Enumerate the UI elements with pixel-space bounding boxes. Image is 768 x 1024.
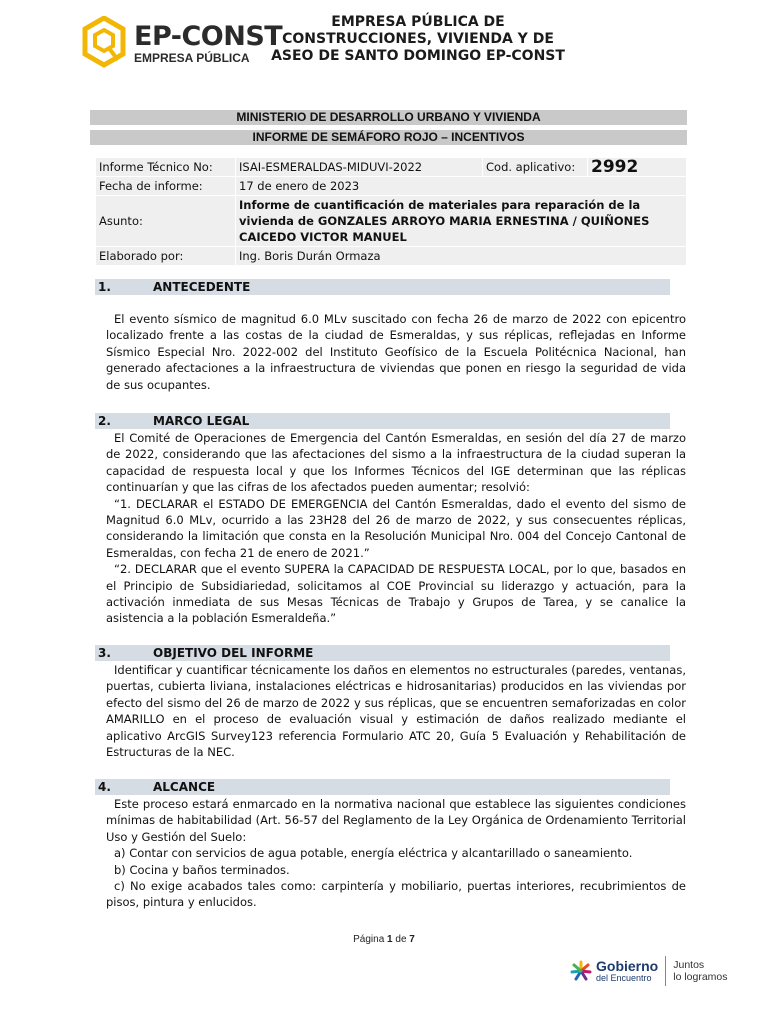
page-current: 1 xyxy=(387,934,393,945)
antecedente-body xyxy=(106,311,686,393)
org-title-line1: EMPRESA PÚBLICA DE xyxy=(331,14,505,30)
section-title: OBJETIVO DEL INFORME xyxy=(153,646,314,660)
report-info-table xyxy=(95,157,687,266)
alcance-item-c: c) No exige acabados tales como: carpintería y mobiliario, puertas interiores, recubrimientos de pisos, pintura y enlucidos. xyxy=(106,879,686,910)
objetivo-paragraph: Identificar y cuantificar técnicamente los daños en elementos no estructurales (paredes, ventanas, puertas, cubierta liviana, instalaciones eléctricas e hidrosanitarias) producidos en las viviendas por efecto del sismo del 26 de marzo de 2022 y sus réplicas, que se encuentren semaforizadas en color AMARILLO en el proceso de evaluación visual y estimación de daños realizado mediante el aplicativo ArcGIS Survey123 referencia Formulario ATC 20, Guía 5 Evaluación y Rehabilitación de Estructuras de la NEC. xyxy=(106,663,686,760)
tech-report-label: Informe Técnico No: xyxy=(96,158,236,177)
info-row-date xyxy=(96,177,687,196)
footer-divider xyxy=(665,956,666,986)
gobierno-name: Gobierno xyxy=(596,958,659,974)
section-heading-marco-legal xyxy=(95,413,670,429)
info-row-report-no xyxy=(96,158,687,177)
organization-title xyxy=(262,14,574,65)
author-value: Ing. Boris Durán Ormaza xyxy=(236,247,687,266)
section-number: 2. xyxy=(98,414,111,428)
app-code-label: Cod. aplicativo: xyxy=(483,158,588,177)
tech-report-value: ISAI-ESMERALDAS-MIDUVI-2022 xyxy=(236,158,483,177)
alcance-item-a: a) Contar con servicios de agua potable, energía eléctrica y alcantarillado o saneamiento. xyxy=(114,846,633,861)
slogan-line2: lo logramos xyxy=(673,971,728,983)
app-code-value: 2992 xyxy=(588,158,687,177)
marco-legal-paragraph-3: “2. DECLARAR que el evento SUPERA la CAPACIDAD DE RESPUESTA LOCAL, por lo que, basados en el Principio de Subsidiariedad, solicitamos al COE Provincial su liderazgo y actuación, para la activación inmediata de sus Mesas Técnicas de Trabajo y Grupos de Tarea, y se canalice la asistencia a la población Esmeraldeña.” xyxy=(106,562,686,626)
page-number xyxy=(0,934,768,945)
org-title-line3b: EP-CONST xyxy=(486,48,565,64)
section-heading-alcance xyxy=(95,779,670,795)
alcance-body xyxy=(106,796,686,911)
marco-legal-paragraph-2: “1. DECLARAR el ESTADO DE EMERGENCIA del Cantón Esmeraldas, dado el evento del sismo de Magnitud 6.0 MLv, ocurrido a las 23H28 del 26 de marzo de 2022, y sus consecuentes réplicas, considerando la limitación que consta en la Resolución Municipal Nro. 004 del Concejo Cantonal de Esmeraldas, con fecha 21 de enero de 2021.” xyxy=(106,496,686,560)
section-number: 4. xyxy=(98,780,111,794)
info-row-subject xyxy=(96,196,687,247)
gobierno-star-icon xyxy=(570,960,592,982)
report-type-banner: INFORME DE SEMÁFORO ROJO – INCENTIVOS xyxy=(90,130,687,145)
page-total: 7 xyxy=(409,934,415,945)
page-label: Página xyxy=(353,934,388,945)
section-title: ANTECEDENTE xyxy=(153,280,251,294)
slogan-line1: Juntos xyxy=(673,959,705,971)
section-heading-objetivo xyxy=(95,645,670,661)
ep-const-logo-icon xyxy=(82,16,126,72)
section-title: MARCO LEGAL xyxy=(153,414,250,428)
section-heading-antecedente xyxy=(95,279,670,295)
info-row-author xyxy=(96,247,687,266)
org-title-line2: CONSTRUCCIONES, VIVIENDA Y DE xyxy=(282,31,554,47)
ministry-banner: MINISTERIO DE DESARROLLO URBANO Y VIVIENDA xyxy=(90,110,687,125)
page-of: de xyxy=(392,934,410,945)
marco-legal-body xyxy=(106,430,686,627)
org-title-line3a: ASEO DE SANTO DOMINGO xyxy=(271,48,486,64)
subject-value: Informe de cuantificación de materiales para reparación de la vivienda de GONZALES ARROYO MARIA ERNESTINA / QUIÑONES CAICEDO VICTOR MANUEL xyxy=(236,196,687,247)
section-number: 3. xyxy=(98,646,111,660)
logo-main-text: EP-CONST xyxy=(134,21,283,52)
alcance-item-b: b) Cocina y baños terminados. xyxy=(114,862,290,877)
section-number: 1. xyxy=(98,280,111,294)
gobierno-name-sub: del Encuentro xyxy=(596,973,652,983)
subject-label: Asunto: xyxy=(96,196,236,247)
logo-sub-text: EMPRESA PÚBLICA xyxy=(134,51,250,65)
objetivo-body xyxy=(106,662,686,760)
alcance-paragraph: Este proceso estará enmarcado en la normativa nacional que establece las siguientes condiciones mínimas de habitabilidad (Art. 56-57 del Reglamento de la Ley Orgánica de Ordenamiento Territorial Uso y Gestión del Suelo: xyxy=(106,797,686,844)
antecedente-paragraph: El evento sísmico de magnitud 6.0 MLv suscitado con fecha 26 de marzo de 2022 con epicentro localizado frente a las costas de la ciudad de Esmeraldas, y sus réplicas, reflejadas en Informe Sísmico Especial Nro. 2022-002 del Instituto Geofísico de la Escuela Politécnica Nacional, han generado afectaciones a la infraestructura de viviendas que ponen en riesgo la seguridad de vida de sus ocupantes. xyxy=(106,312,686,392)
marco-legal-paragraph-1: El Comité de Operaciones de Emergencia del Cantón Esmeraldas, en sesión del día 27 de marzo de 2022, considerando que las afectaciones del sismo a la infraestructura de la ciudad superan la capacidad de respuesta local y que los Informes Técnicos del IGE determinan que las réplicas continuarían y que las cifras de los afectados pueden aumentar; resolvió: xyxy=(106,431,686,495)
section-title: ALCANCE xyxy=(153,780,216,794)
date-value: 17 de enero de 2023 xyxy=(236,177,687,196)
ep-const-logo xyxy=(82,16,282,72)
date-label: Fecha de informe: xyxy=(96,177,236,196)
gobierno-logo xyxy=(570,956,728,986)
author-label: Elaborado por: xyxy=(96,247,236,266)
